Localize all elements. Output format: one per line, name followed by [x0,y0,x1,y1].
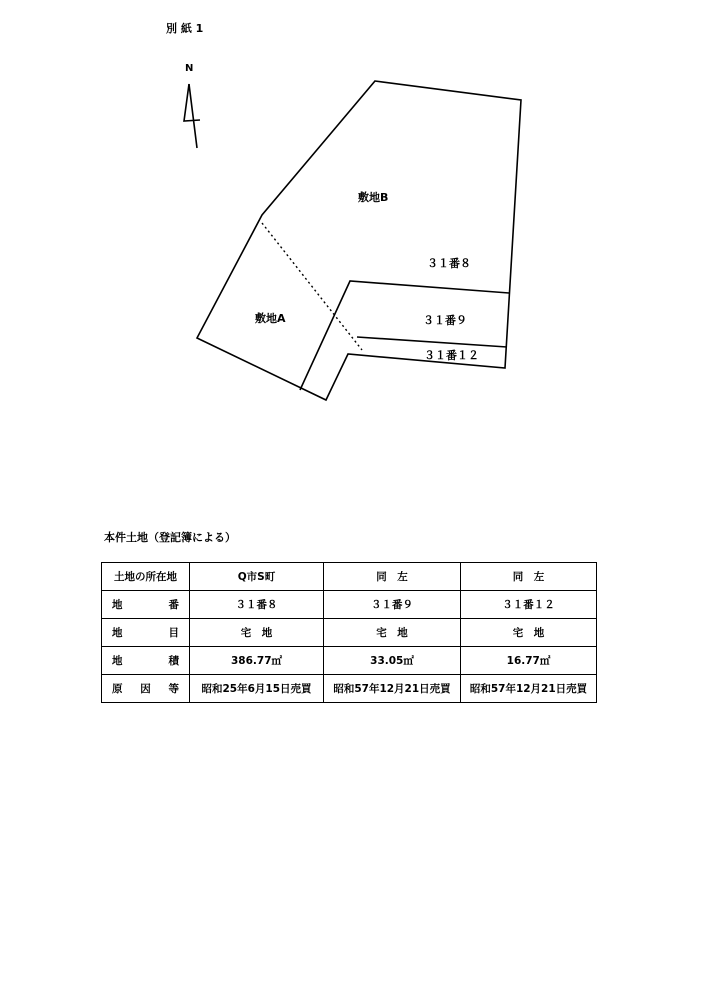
row-header-lot-number [102,591,190,619]
row-header-char: 番 [168,599,179,611]
appendix-label: 別 紙 1 [166,22,204,35]
row-header-char: 等 [168,683,179,695]
table-row [102,563,597,591]
row-header-char: 地 [112,599,123,611]
table-cell: 宅 地 [461,619,597,647]
north-label: N [185,63,194,74]
row-header-char: 因 [140,683,151,695]
row-header-land-category [102,619,190,647]
table-cell: 同 左 [324,563,461,591]
row-header-location: 土地の所在地 [102,563,190,591]
table-cell: Q市S町 [190,563,324,591]
lot-12-label: ３１番１２ [424,349,479,362]
row-header-cause [102,675,190,703]
table-cell: 昭和57年12月21日売買 [461,675,597,703]
row-header-char: 積 [168,655,179,667]
table-row [102,675,597,703]
table-cell: 昭和57年12月21日売買 [324,675,461,703]
table-cell: 386.77㎡ [190,647,324,675]
row-header-char: 地 [112,655,123,667]
row-header-char: 地 [112,627,123,639]
north-arrow-icon [184,84,200,148]
land-table [101,562,597,703]
table-cell: 同 左 [461,563,597,591]
row-header-char: 目 [168,627,179,639]
table-caption: 本件土地（登記簿による） [104,531,236,544]
row-header-char: 原 [112,683,123,695]
parcel-a-label: 敷地A [255,312,286,325]
table-cell: ３１番８ [190,591,324,619]
table-cell: 宅 地 [324,619,461,647]
table-cell: 16.77㎡ [461,647,597,675]
row-header-area [102,647,190,675]
table-row [102,619,597,647]
table-cell: 宅 地 [190,619,324,647]
lot-12-boundary [357,337,507,347]
table-cell: ３１番１２ [461,591,597,619]
lot-8-boundary [300,281,509,390]
table-row [102,591,597,619]
table-cell: 33.05㎡ [324,647,461,675]
table-row [102,647,597,675]
site-map [0,0,716,460]
parcel-b-label: 敷地B [358,191,389,204]
table-cell: ３１番９ [324,591,461,619]
table-cell: 昭和25年6月15日売買 [190,675,324,703]
lot-9-label: ３１番９ [423,314,467,327]
lot-8-label: ３１番８ [427,257,471,270]
